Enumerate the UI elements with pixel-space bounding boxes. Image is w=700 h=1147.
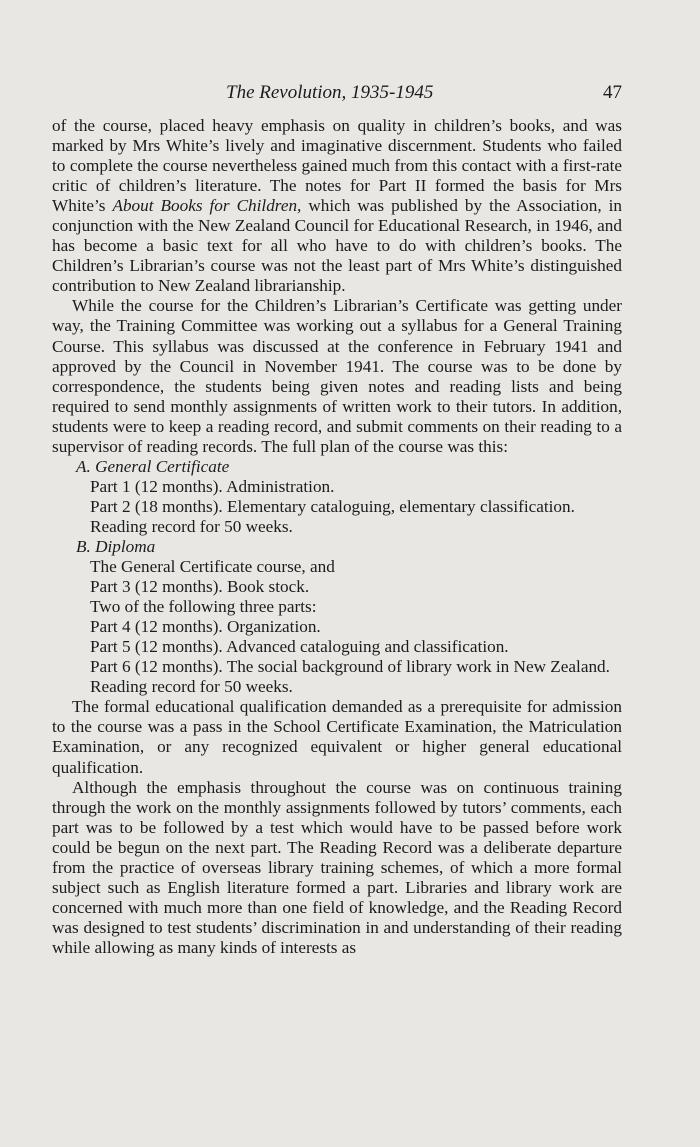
plan-item-part-3: Part 3 (12 months). Book stock.	[90, 577, 310, 597]
paragraph-2: While the course for the Children’s Librarian’s Certificate was getting under way, the Training Committee was working out a syllabus for a General Training Course. This syllabus was discussed at the conference in February 1941 and approved by the Council in November 1941. The course was to be done by correspondence, the students being given notes and reading lists and being required to send monthly assignments of written work to their tutors. In addition, students were to keep a reading record, and submit comments on their reading to a supervisor of reading records. The full plan of the course was this:	[52, 296, 622, 456]
plan-item-part-4: Part 4 (12 months). Organization.	[90, 617, 321, 637]
plan-item-general-certificate: The General Certificate course, and	[90, 557, 335, 577]
paragraph-1	[52, 116, 622, 296]
paragraph-1-text-a: of the course, placed heavy emphasis on quality in children’s books, and was marked by Mrs White’s lively and imaginative discernment. Students who failed to complete the course nevertheless gained much from this contact with a first-rate critic of children’s literature. The notes for Part II formed the basis for Mrs White’s	[52, 116, 622, 216]
plan-item-reading-record-a: Reading record for 50 weeks.	[90, 516, 293, 536]
page-number: 47	[603, 82, 622, 103]
running-title: The Revolution, 1935-1945	[226, 82, 434, 103]
section-a-heading: A. General Certificate	[76, 456, 230, 476]
section-b-heading: B. Diploma	[76, 536, 156, 556]
course-plan	[52, 457, 622, 698]
page-header	[52, 82, 622, 108]
paragraph-1-text-b: which was published by the Association, in conjunction with the New Zealand Council for Educational Research, in 1946, and has become a basic text for all who have to do with children’s books. The Children’s Librarian’s course was not the least part of Mrs White’s distinguished contribution to New Zealand librarianship.	[52, 196, 622, 296]
plan-item-choice: Two of the following three parts:	[90, 597, 317, 617]
plan-item-reading-record-b: Reading record for 50 weeks.	[90, 677, 293, 697]
plan-item-part-5: Part 5 (12 months). Advanced cataloguing and classification.	[90, 637, 509, 657]
paragraph-3: The formal educational qualification demanded as a prerequisite for admission to the course was a pass in the School Certificate Examination, the Matriculation Examination, or any recognized equivalent or higher general educational qualification.	[52, 697, 622, 777]
plan-item-part-6: Part 6 (12 months). The social background of library work in New Zealand.	[90, 657, 610, 677]
plan-item-part-2: Part 2 (18 months). Elementary cataloguing, elementary classification.	[90, 496, 575, 516]
book-title: About Books for Children,	[112, 196, 302, 216]
body-text	[52, 116, 622, 958]
paragraph-4: Although the emphasis throughout the course was on continuous training through the work on the monthly assignments followed by tutors’ comments, each part was to be followed by a test which would have to be passed before work could be begun on the next part. The Reading Record was a deliberate departure from the practice of overseas library training schemes, of which a more formal subject such as English literature formed a part. Libraries and library work are concerned with much more than one field of knowledge, and the Reading Record was designed to test students’ discrimination in and understanding of their reading while allowing as many kinds of interests as	[52, 777, 622, 957]
plan-item-part-1: Part 1 (12 months). Administration.	[90, 476, 335, 496]
